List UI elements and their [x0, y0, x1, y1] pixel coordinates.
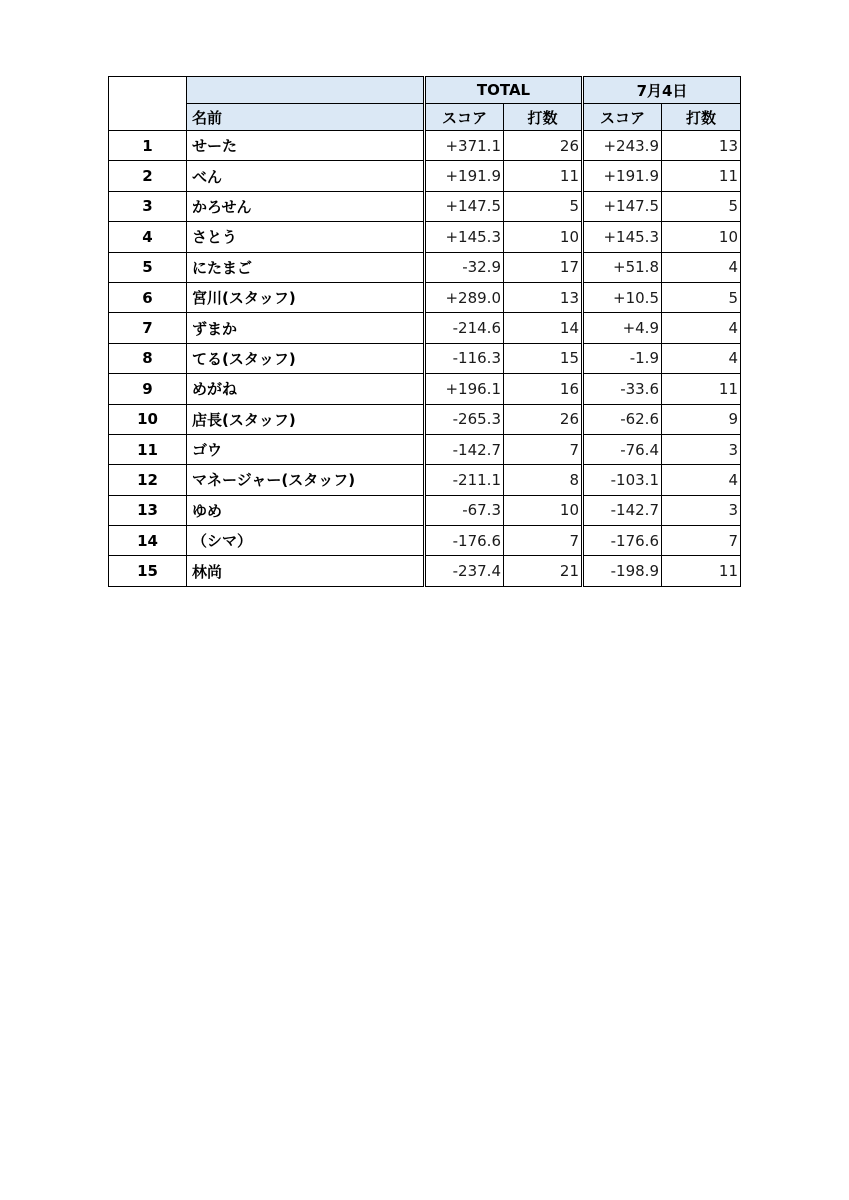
total-score-cell: -265.3 [425, 404, 504, 434]
day-count-cell: 10 [662, 222, 741, 252]
score-table-body [109, 77, 741, 587]
table-row [109, 556, 741, 586]
total-count-cell: 16 [504, 374, 583, 404]
total-count-cell: 7 [504, 526, 583, 556]
table-row [109, 252, 741, 282]
total-count-cell: 13 [504, 282, 583, 312]
table-row [109, 222, 741, 252]
rank-cell: 7 [109, 313, 187, 343]
total-score-cell: +191.9 [425, 161, 504, 191]
player-name-cell: べん [187, 161, 425, 191]
player-name-cell: ゴウ [187, 434, 425, 464]
total-score-cell: -176.6 [425, 526, 504, 556]
day-count-cell: 5 [662, 191, 741, 221]
player-name-cell: （シマ） [187, 526, 425, 556]
day-score-cell: -176.6 [583, 526, 662, 556]
day-score-column-header: スコア [583, 104, 662, 131]
table-row [109, 131, 741, 161]
total-count-cell: 17 [504, 252, 583, 282]
total-group-header: TOTAL [425, 77, 583, 104]
rank-cell: 3 [109, 191, 187, 221]
day-count-cell: 4 [662, 465, 741, 495]
table-row [109, 374, 741, 404]
day-count-cell: 4 [662, 343, 741, 373]
total-score-cell: +371.1 [425, 131, 504, 161]
rank-cell: 6 [109, 282, 187, 312]
total-count-cell: 8 [504, 465, 583, 495]
rank-cell: 5 [109, 252, 187, 282]
rank-cell: 10 [109, 404, 187, 434]
day-score-cell: -198.9 [583, 556, 662, 586]
day-score-cell: -103.1 [583, 465, 662, 495]
table-row [109, 526, 741, 556]
day-count-cell: 3 [662, 495, 741, 525]
total-score-cell: -67.3 [425, 495, 504, 525]
total-count-cell: 15 [504, 343, 583, 373]
player-name-cell: 宮川(スタッフ) [187, 282, 425, 312]
table-row [109, 282, 741, 312]
day-count-cell: 5 [662, 282, 741, 312]
day-score-cell: +147.5 [583, 191, 662, 221]
total-score-cell: -237.4 [425, 556, 504, 586]
day-count-column-header: 打数 [662, 104, 741, 131]
rank-cell: 12 [109, 465, 187, 495]
total-score-cell: -116.3 [425, 343, 504, 373]
rank-cell: 13 [109, 495, 187, 525]
table-row [109, 465, 741, 495]
player-name-cell: せーた [187, 131, 425, 161]
player-name-cell: てる(スタッフ) [187, 343, 425, 373]
total-score-cell: -32.9 [425, 252, 504, 282]
player-name-cell: かろせん [187, 191, 425, 221]
total-count-cell: 7 [504, 434, 583, 464]
player-name-cell: マネージャー(スタッフ) [187, 465, 425, 495]
table-row [109, 191, 741, 221]
day-score-cell: +10.5 [583, 282, 662, 312]
day-score-cell: +191.9 [583, 161, 662, 191]
day-score-cell: -33.6 [583, 374, 662, 404]
date-group-header: 7月4日 [583, 77, 741, 104]
total-count-cell: 11 [504, 161, 583, 191]
day-score-cell: -142.7 [583, 495, 662, 525]
score-table-container [108, 76, 740, 587]
day-score-cell: -76.4 [583, 434, 662, 464]
total-count-cell: 14 [504, 313, 583, 343]
total-score-cell: -142.7 [425, 434, 504, 464]
day-score-cell: +145.3 [583, 222, 662, 252]
total-count-column-header: 打数 [504, 104, 583, 131]
player-name-cell: 店長(スタッフ) [187, 404, 425, 434]
total-count-cell: 10 [504, 495, 583, 525]
header-row-columns [109, 104, 741, 131]
score-table [108, 76, 741, 587]
day-count-cell: 4 [662, 313, 741, 343]
day-score-cell: +243.9 [583, 131, 662, 161]
total-count-cell: 5 [504, 191, 583, 221]
total-score-cell: +196.1 [425, 374, 504, 404]
rank-cell: 9 [109, 374, 187, 404]
table-row [109, 343, 741, 373]
rank-cell: 11 [109, 434, 187, 464]
total-score-cell: +147.5 [425, 191, 504, 221]
day-score-cell: -62.6 [583, 404, 662, 434]
rank-cell: 4 [109, 222, 187, 252]
day-count-cell: 4 [662, 252, 741, 282]
header-row-groups [109, 77, 741, 104]
player-name-cell: ゆめ [187, 495, 425, 525]
rank-cell: 2 [109, 161, 187, 191]
total-score-column-header: スコア [425, 104, 504, 131]
name-column-header: 名前 [187, 104, 425, 131]
total-count-cell: 26 [504, 404, 583, 434]
total-count-cell: 21 [504, 556, 583, 586]
day-count-cell: 11 [662, 374, 741, 404]
player-name-cell: めがね [187, 374, 425, 404]
rank-header-cell [109, 77, 187, 131]
total-score-cell: +145.3 [425, 222, 504, 252]
day-count-cell: 11 [662, 556, 741, 586]
total-score-cell: -211.1 [425, 465, 504, 495]
table-row [109, 495, 741, 525]
table-row [109, 404, 741, 434]
day-score-cell: +51.8 [583, 252, 662, 282]
player-name-cell: さとう [187, 222, 425, 252]
player-name-cell: ずまか [187, 313, 425, 343]
day-score-cell: +4.9 [583, 313, 662, 343]
blank-header-cell [187, 77, 425, 104]
day-score-cell: -1.9 [583, 343, 662, 373]
table-row [109, 434, 741, 464]
table-row [109, 313, 741, 343]
rank-cell: 14 [109, 526, 187, 556]
total-count-cell: 26 [504, 131, 583, 161]
player-name-cell: 林尚 [187, 556, 425, 586]
total-score-cell: -214.6 [425, 313, 504, 343]
table-row [109, 161, 741, 191]
rank-cell: 1 [109, 131, 187, 161]
total-count-cell: 10 [504, 222, 583, 252]
day-count-cell: 3 [662, 434, 741, 464]
total-score-cell: +289.0 [425, 282, 504, 312]
rank-cell: 8 [109, 343, 187, 373]
day-count-cell: 7 [662, 526, 741, 556]
rank-cell: 15 [109, 556, 187, 586]
player-name-cell: にたまご [187, 252, 425, 282]
day-count-cell: 9 [662, 404, 741, 434]
day-count-cell: 11 [662, 161, 741, 191]
day-count-cell: 13 [662, 131, 741, 161]
